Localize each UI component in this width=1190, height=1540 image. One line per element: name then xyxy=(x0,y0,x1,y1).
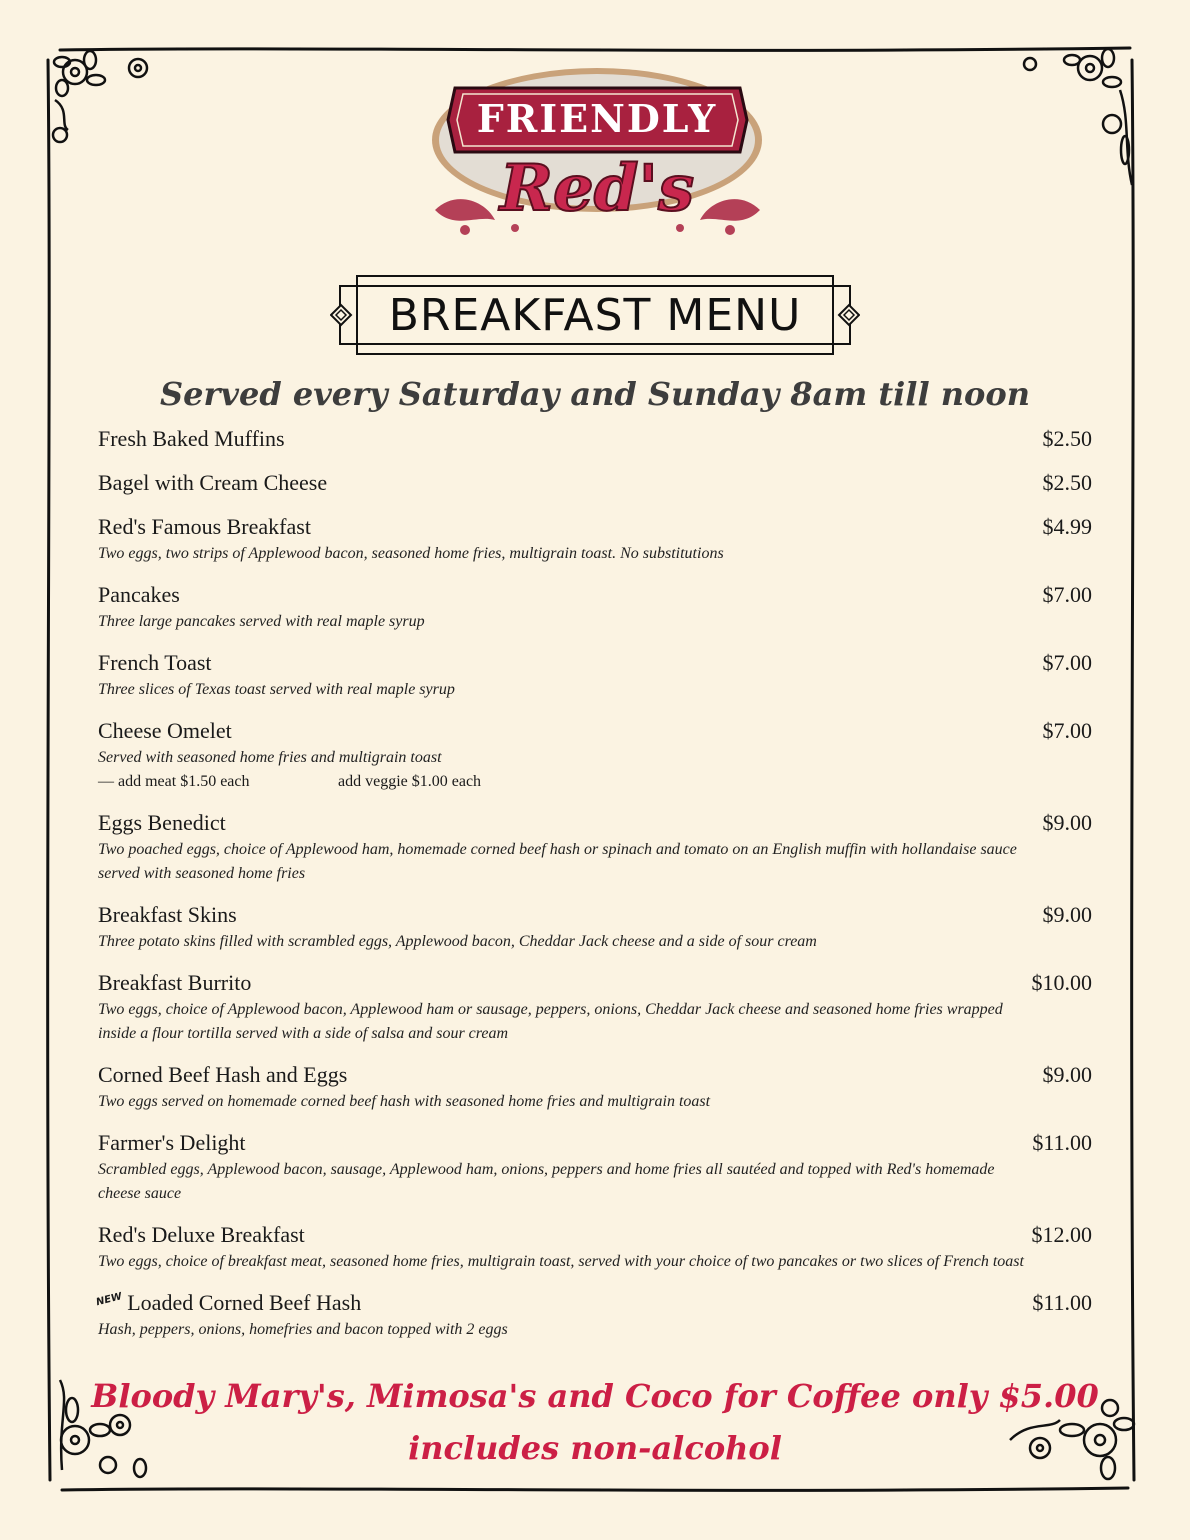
restaurant-logo xyxy=(425,60,770,240)
menu-item-name-wrap xyxy=(98,470,327,496)
page-title: BREAKFAST MENU xyxy=(388,289,802,341)
menu-item-name: Red's Famous Breakfast xyxy=(98,514,311,539)
menu-item-price: $9.00 xyxy=(1042,1062,1092,1087)
menu-item-description: Two eggs, two strips of Applewood bacon, seasoned home fries, multigrain toast. No substitutions xyxy=(98,545,724,562)
menu-item-name-wrap xyxy=(98,718,232,744)
menu-item xyxy=(98,902,1092,954)
drink-special-line2: includes non-alcohol xyxy=(408,1429,782,1467)
menu-item-header xyxy=(98,1062,1092,1090)
menu-item-description: Hash, peppers, onions, homefries and bacon topped with 2 eggs xyxy=(98,1321,508,1338)
menu-item-header xyxy=(98,810,1092,838)
new-badge: NEW xyxy=(95,1291,124,1309)
menu-item-name: Red's Deluxe Breakfast xyxy=(98,1222,305,1247)
menu-item-name-wrap xyxy=(98,426,285,452)
menu-item-header xyxy=(98,470,1092,498)
addon-veggie: add veggie $1.00 each xyxy=(338,773,482,790)
menu-item xyxy=(95,1290,1092,1342)
menu-item-description: Served with seasoned home fries and multigrain toast xyxy=(98,749,442,766)
menu-item xyxy=(98,1062,1092,1114)
menu-item-price: $7.00 xyxy=(1042,582,1092,607)
menu-item-name: Cheese Omelet xyxy=(98,718,232,743)
menu-item-name: French Toast xyxy=(98,650,212,675)
menu-item xyxy=(98,426,1092,454)
menu-item xyxy=(98,582,1092,634)
menu-item-price: $9.00 xyxy=(1042,902,1092,927)
menu-item-description: Two eggs served on homemade corned beef hash with seasoned home fries and multigrain toast xyxy=(98,1093,711,1110)
drink-special-line1: Bloody Mary's, Mimosa's and Coco for Coffee only $5.00 xyxy=(91,1377,1099,1415)
menu-item-header xyxy=(98,970,1092,998)
menu-item-header xyxy=(98,426,1092,454)
menu-item-header xyxy=(98,650,1092,678)
menu-item-description: Three large pancakes served with real maple syrup xyxy=(98,613,425,630)
menu-item-name: Farmer's Delight xyxy=(98,1130,246,1155)
menu-item-name-wrap xyxy=(98,1062,347,1088)
menu-item-price: $7.00 xyxy=(1042,718,1092,743)
menu-item-name: Fresh Baked Muffins xyxy=(98,426,285,451)
menu-item-description: Three potato skins filled with scrambled eggs, Applewood bacon, Cheddar Jack cheese and a side of sour cream xyxy=(98,933,817,950)
logo-line1: FRIENDLY xyxy=(476,96,718,141)
service-hours: Served every Saturday and Sunday 8am till noon xyxy=(160,375,1030,413)
menu-item xyxy=(98,718,1092,794)
logo-line2: Red's xyxy=(499,151,695,226)
menu-item-price: $11.00 xyxy=(1032,1290,1092,1315)
menu-item-name-wrap xyxy=(98,1222,305,1248)
menu-item-name: Breakfast Skins xyxy=(98,902,237,927)
menu-item-header xyxy=(98,902,1092,930)
menu-item-name-wrap xyxy=(98,650,212,676)
menu-item-price: $10.00 xyxy=(1031,970,1092,995)
menu-item-description: Scrambled eggs, Applewood bacon, sausage, Applewood ham, onions, peppers and home fries all sautéed and topped with Red's homemade cheese sauce xyxy=(98,1161,995,1202)
menu-item-addons xyxy=(98,770,1092,794)
menu-item-header xyxy=(98,514,1092,542)
menu-item-description: Two poached eggs, choice of Applewood ham, homemade corned beef hash or spinach and tomato on an English muffin with hollandaise sauce served with seasoned home fries xyxy=(98,841,1017,882)
menu-item-name: Corned Beef Hash and Eggs xyxy=(98,1062,348,1087)
menu-item-price: $9.00 xyxy=(1042,810,1092,835)
menu-item-name-wrap xyxy=(95,1290,362,1316)
menu-item xyxy=(98,810,1092,886)
menu-item-header xyxy=(98,1222,1092,1250)
menu-item-name: Pancakes xyxy=(98,582,180,607)
menu-item-price: $12.00 xyxy=(1031,1222,1092,1247)
menu-item-name-wrap xyxy=(98,902,237,928)
menu-item-header xyxy=(98,1130,1092,1158)
menu-item xyxy=(98,970,1092,1046)
menu-item-description: Two eggs, choice of breakfast meat, seasoned home fries, multigrain toast, served with your choice of two pancakes or two slices of French toast xyxy=(98,1253,1024,1270)
menu-item-price: $11.00 xyxy=(1032,1130,1092,1155)
menu-item-name-wrap xyxy=(98,1130,246,1156)
menu-item-price: $4.99 xyxy=(1042,514,1092,539)
menu-item-name-wrap xyxy=(98,810,226,836)
menu-item-name-wrap xyxy=(98,514,311,540)
menu-item-description: Three slices of Texas toast served with real maple syrup xyxy=(98,681,455,698)
menu-item-name-wrap xyxy=(98,582,180,608)
menu-item-price: $2.50 xyxy=(1042,470,1092,495)
menu-item-header xyxy=(98,718,1092,746)
menu-item-name: Eggs Benedict xyxy=(98,810,226,835)
menu-item-header xyxy=(95,1290,1092,1318)
menu-item-name: Bagel with Cream Cheese xyxy=(98,470,328,495)
menu-item xyxy=(98,514,1092,566)
menu-list xyxy=(95,426,1092,1358)
menu-item-name-wrap xyxy=(98,970,251,996)
menu-item xyxy=(98,1222,1092,1274)
menu-item-name: Breakfast Burrito xyxy=(98,970,252,995)
menu-item-name: Loaded Corned Beef Hash xyxy=(127,1290,362,1315)
corner-flower-top-left xyxy=(53,51,147,142)
corner-flower-top-right xyxy=(1024,49,1132,185)
addon-meat: — add meat $1.50 each xyxy=(98,773,250,790)
menu-item xyxy=(98,470,1092,498)
menu-item-header xyxy=(98,582,1092,610)
menu-title-box xyxy=(330,274,860,356)
drink-special xyxy=(0,1370,1190,1474)
menu-item xyxy=(98,1130,1092,1206)
menu-item-description: Two eggs, choice of Applewood bacon, Applewood ham or sausage, peppers, onions, Cheddar Jack cheese and seasoned home fries wrapped inside a flour tortilla served with a side of salsa and sour cream xyxy=(98,1001,1003,1042)
menu-item-price: $2.50 xyxy=(1042,426,1092,451)
menu-item-price: $7.00 xyxy=(1042,650,1092,675)
menu-item xyxy=(98,650,1092,702)
